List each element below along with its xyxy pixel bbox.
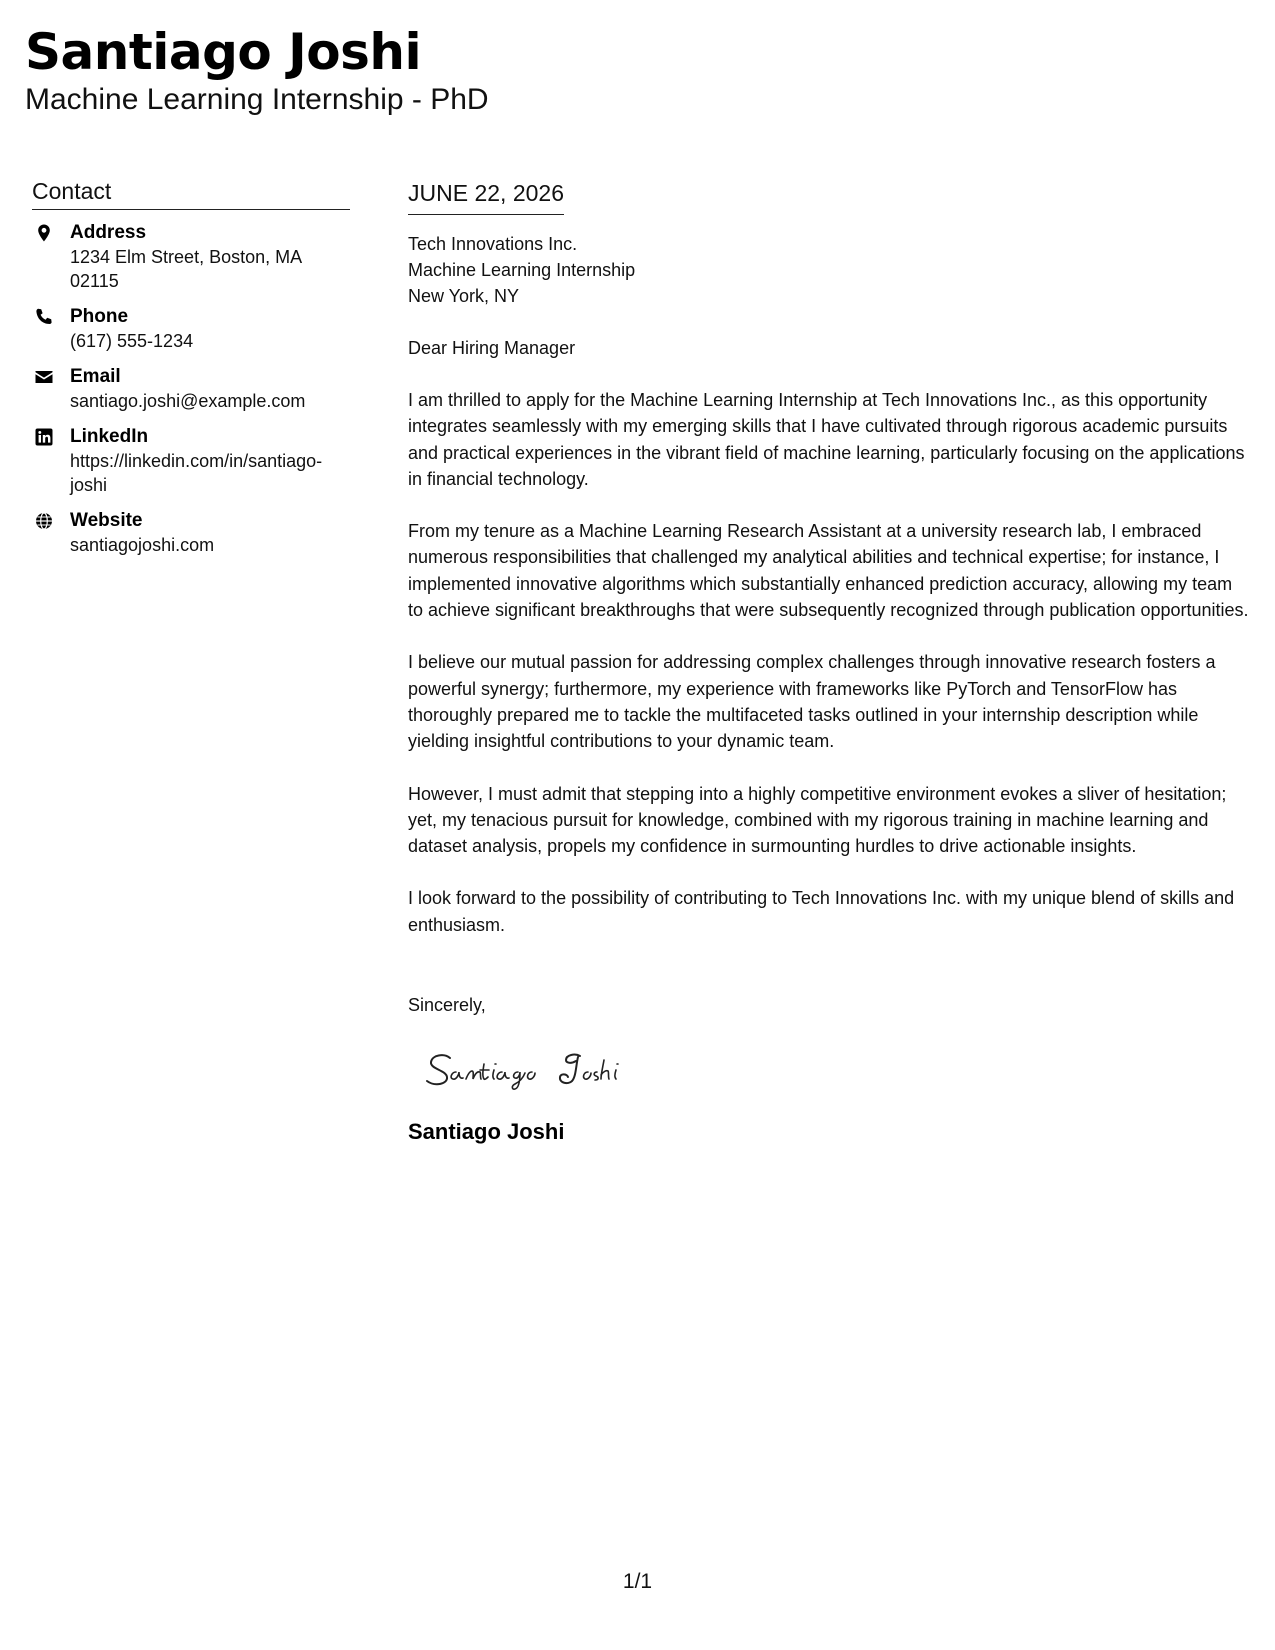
applicant-name: Santiago Joshi xyxy=(25,23,422,81)
contact-website xyxy=(32,508,350,557)
cover-letter xyxy=(408,178,1250,1146)
envelope-icon xyxy=(34,367,54,387)
linkedin-label: LinkedIn xyxy=(70,426,149,447)
address-label: Address xyxy=(70,222,147,243)
body-paragraph: I look forward to the possibility of contributing to Tech Innovations Inc. with my unique blend of skills and enthusiasm. xyxy=(408,888,1235,935)
globe-icon xyxy=(34,511,54,531)
contact-heading: Contact xyxy=(32,176,350,210)
body-paragraph: I am thrilled to apply for the Machine Learning Internship at Tech Innovations Inc., as this opportunity integrates seamlessly with my emerging skills that I have cultivated through rigorous academic pursuits and practical experiences in the vibrant field of machine learning, particularly focusing on the applications in financial technology. xyxy=(408,390,1245,489)
applicant-role: Machine Learning Internship - PhD xyxy=(25,83,489,116)
page-number: 1/1 xyxy=(622,1570,653,1593)
phone-label: Phone xyxy=(70,306,129,327)
resume-header xyxy=(25,22,489,118)
website-label: Website xyxy=(70,510,143,531)
contact-address xyxy=(32,220,350,293)
phone-icon xyxy=(34,307,54,327)
signer-name: Santiago Joshi xyxy=(408,1119,565,1145)
email-value: santiago.joshi@example.com xyxy=(70,391,306,411)
body-paragraph: However, I must admit that stepping into a highly competitive environment evokes a sliver of hesitation; yet, my tenacious pursuit for knowledge, combined with my rigorous training in machine learning and dataset analysis, propels my confidence in surmounting hurdles to drive actionable insights. xyxy=(408,783,1227,857)
website-value[interactable]: santiagojoshi.com xyxy=(70,535,215,555)
address-value: 1234 Elm Street, Boston, MA 02115 xyxy=(70,247,302,291)
recipient-block xyxy=(408,231,1250,309)
closing: Sincerely, xyxy=(408,995,486,1016)
date-block xyxy=(408,178,564,215)
phone-value: (617) 555-1234 xyxy=(70,331,194,351)
letter-date: JUNE 22, 2026 xyxy=(408,180,564,206)
recipient-location: New York, NY xyxy=(408,286,520,306)
body-paragraph: From my tenure as a Machine Learning Research Assistant at a university research lab, I embraced numerous responsibilities that challenged my analytical abilities and technical expertise; for instance, I implemented innovative algorithms which substantially enhanced prediction accuracy, allowing my team to achieve significant breakthroughs that were subsequently recognized through publication opportunities. xyxy=(408,521,1249,621)
contact-phone xyxy=(32,304,350,353)
map-pin-icon xyxy=(34,223,54,243)
greeting: Dear Hiring Manager xyxy=(408,338,576,358)
email-label: Email xyxy=(70,366,121,387)
signature-image xyxy=(422,1044,662,1098)
linkedin-icon xyxy=(34,427,54,447)
recipient-company: Tech Innovations Inc. xyxy=(408,234,578,254)
contact-linkedin xyxy=(32,424,350,497)
body-paragraph: I believe our mutual passion for addressing complex challenges through innovative research fosters a powerful synergy; furthermore, my experience with frameworks like PyTorch and TensorFlow has thoroughly prepared me to tackle the multifaceted tasks outlined in your internship description while yielding insightful contributions to your dynamic team. xyxy=(408,652,1216,752)
recipient-position: Machine Learning Internship xyxy=(408,260,636,280)
contact-email xyxy=(32,364,350,413)
contact-sidebar xyxy=(32,176,350,568)
linkedin-value[interactable]: https://linkedin.com/in/santiago-joshi xyxy=(70,451,323,495)
